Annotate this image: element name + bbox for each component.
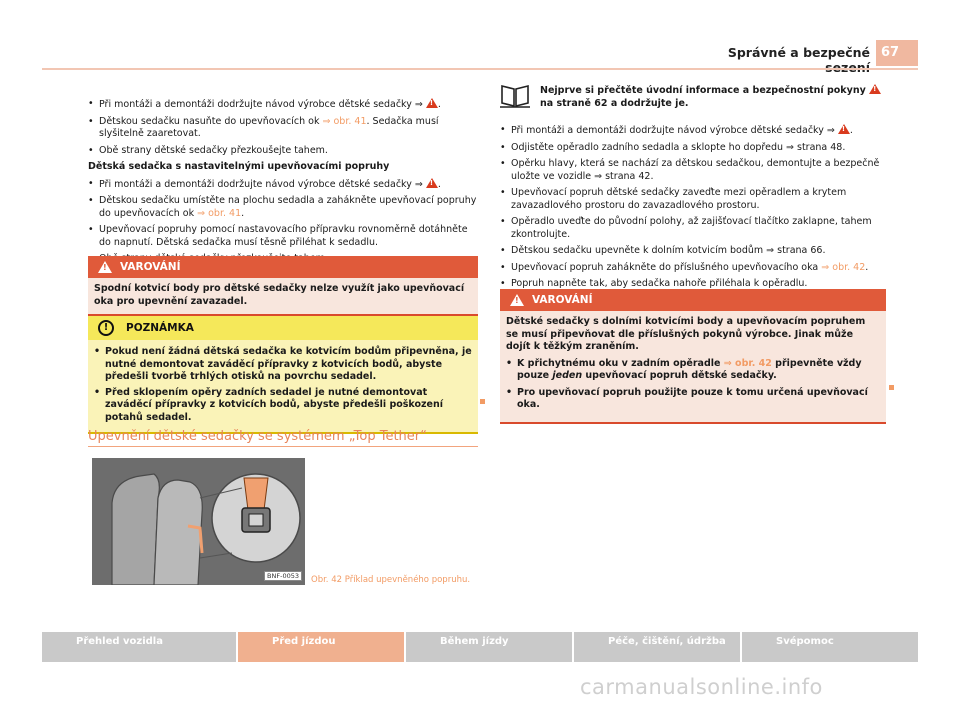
footer-tab-before-driving[interactable]: Před jízdou [238,632,404,662]
warning-title: VAROVÁNÍ [120,261,181,273]
section-end-marker [889,385,894,390]
watermark: carmanualsonline.info [580,675,823,699]
warning-item: • Pro upevňovací popruh použijte pouze k tomu určená upevňovací oka. [506,387,880,412]
warning-triangle-icon [426,178,438,188]
list-item: • Odjistěte opěradlo zadního sedadla a sklopte ho dopředu ⇒ strana 48. [500,142,886,155]
warning-triangle-icon [869,84,881,94]
figure-reference-link[interactable]: ⇒ obr. 41 [322,115,367,127]
seat-tether-illustration [92,458,305,585]
list-item: • Při montáži a demontáži dodržujte návod výrobce dětské sedačky ⇒ ! . [88,178,478,192]
note-box [88,316,478,434]
footer-tab-overview[interactable]: Přehled vozidla [42,632,236,662]
figure-reference-link[interactable]: ⇒ obr. 42 [821,261,866,273]
warning-triangle-icon [838,124,850,134]
warning-title: VAROVÁNÍ [532,294,593,306]
footer-tab-self-help[interactable]: Svépomoc [742,632,918,662]
list-item: • Popruh napněte tak, aby sedačka nahoře přiléhala k opěradlu. [500,278,886,291]
figure-reference-link[interactable]: ⇒ obr. 41 [197,207,242,219]
list-item: • Upevňovací popruhy pomocí nastavovacího přípravku rovnoměrně dotáhněte do napnutí. Dětská sedačka musí těsně přiléhat k sedadlu. [88,224,478,249]
note-item: • Před sklopením opěry zadních sedadel je nutné demontovat zaváděcí přípravky z kotvicích bodů, abyste předešli poškození potahů sedadel. [94,387,472,425]
figure-reference-link[interactable]: ⇒ obr. 42 [723,357,772,369]
warning-triangle-icon [510,294,524,306]
list-item: • Opěradlo uveďte do původní polohy, až zajišťovací tlačítko zaklapne, tahem zkontrolujte. [500,216,886,241]
warning-text: Spodní kotvicí body pro dětské sedačky nelze využít jako upevňovací oka pro upevnění zavazadel. [88,278,478,314]
figure-code: BNF-0053 [264,571,302,581]
list-item: • Upevňovací popruh zahákněte do příslušného upevňovacího oka ⇒ obr. 42. [500,262,886,275]
intro-text: Nejprve si přečtěte úvodní informace a bezpečnostní pokyny ! na straně 62 a dodržujte je. [540,84,886,110]
list-item: • Obě strany dětské sedačky přezkoušejte tahem. [88,145,478,158]
section-title: Upevnění dětské sedačky se systémem „Top Tether“ [88,429,427,444]
list-item: • Při montáži a demontáži dodržujte návod výrobce dětské sedačky ⇒ ! . [500,124,886,138]
info-circle-icon: ! [98,320,114,336]
open-book-icon [500,82,530,108]
footer-tab-care[interactable]: Péče, čištění, údržba [574,632,740,662]
note-title: POZNÁMKA [126,322,194,334]
list-item: • Dětskou sedačku upevněte k dolním kotvicím bodům ⇒ strana 66. [500,245,886,258]
list-item: • Opěrku hlavy, která se nachází za dětskou sedačkou, demontujte a bezpečně uložte ve vozidle ⇒ strana 42. [500,158,886,183]
section-end-marker [480,399,485,404]
list-item: • Dětskou sedačku nasuňte do upevňovacích ok ⇒ obr. 41. Sedačka musí slyšitelně zaaretovat. [88,116,478,141]
list-item: • Upevňovací popruh dětské sedačky zaveďte mezi opěradlem a krytem zavazadlového prostoru do zavazadlového prostoru. [500,187,886,212]
header-divider [42,68,918,70]
note-item: • Pokud není žádná dětská sedačka ke kotvicím bodům připevněna, je nutné demontovat zaváděcí přípravky z kotvicích bodů, abyste předešli tvorbě trhlých otisků na povrchu sedadel. [94,346,472,384]
page-number: 67 [876,40,918,66]
warning-box [500,289,886,424]
left-column [88,98,478,270]
warning-box [88,256,478,316]
right-column [500,124,886,295]
page-header-title: Správné a bezpečné [727,45,870,60]
footer-tab-while-driving[interactable]: Během jízdy [406,632,572,662]
warning-triangle-icon [426,98,438,108]
figure-caption: Obr. 42 Příklad upevněného popruhu. [311,575,471,585]
warning-text: Dětské sedačky s dolními kotvicími body a upevňovacím popruhem se musí připevňovat dle příslušných pokynů výrobce. Jinak může dojít k těžkým zraněním. [506,316,866,352]
list-item: • Dětskou sedačku umístěte na plochu sedadla a zahákněte upevňovací popruhy do upevňovacích ok ⇒ obr. 41. [88,195,478,220]
figure-image [92,458,305,585]
list-item: • Při montáži a demontáži dodržujte návod výrobce dětské sedačky ⇒ ! . [88,98,478,112]
section-divider [88,446,478,447]
subheading: Dětská sedačka s nastavitelnými upevňovacími popruhy [88,161,390,172]
warning-item: • K přichytnému oku v zadním opěradle ⇒ obr. 42 připevněte vždy pouze jeden upevňovací popruh dětské sedačky. [506,358,880,383]
warning-triangle-icon [98,261,112,273]
